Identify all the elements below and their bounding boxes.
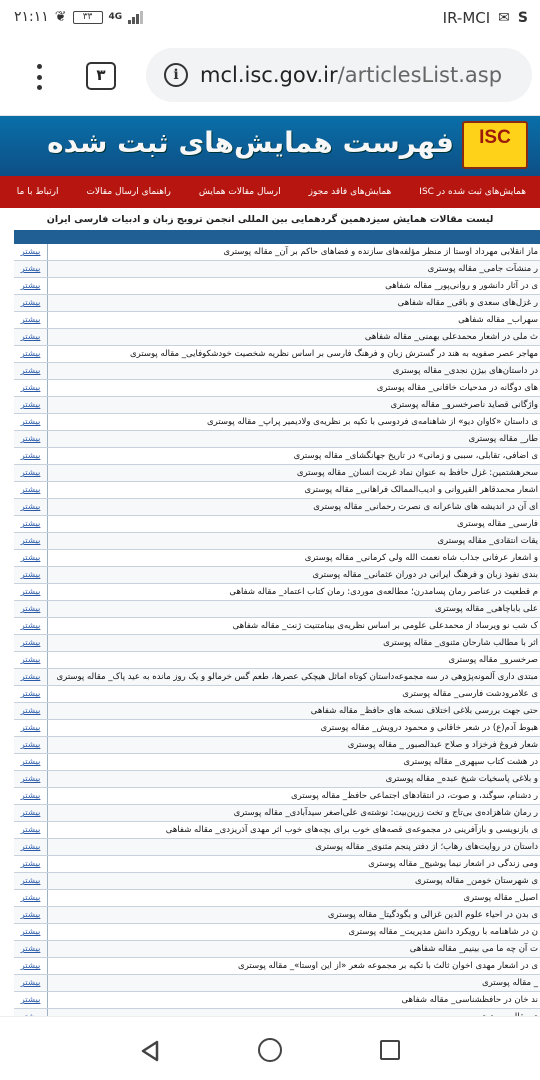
- article-title: علی باباچاهی_ مقاله پوستری: [434, 604, 538, 614]
- address-bar[interactable]: [146, 48, 532, 102]
- table-row: [14, 244, 540, 261]
- article-title: واژگانی قصاید ناصرخسرو_ مقاله پوستری: [390, 400, 538, 410]
- more-link[interactable]: بیشتر: [14, 278, 48, 294]
- nav-item-unlicensed[interactable]: همایش‌های فاقد مجوز: [308, 187, 392, 197]
- network-type: 4G: [108, 12, 123, 22]
- nav-item-contact[interactable]: ارتباط با ما: [16, 187, 59, 197]
- articles-table: [14, 230, 540, 1026]
- more-link[interactable]: بیشتر: [14, 839, 48, 855]
- more-link[interactable]: بیشتر: [14, 737, 48, 753]
- table-row: [14, 924, 540, 941]
- more-link[interactable]: بیشتر: [14, 567, 48, 583]
- logo-text: ISC: [479, 127, 511, 148]
- nav-item-registered[interactable]: همایش‌های ثبت شده در ISC: [419, 187, 526, 197]
- overflow-menu-icon[interactable]: [34, 64, 44, 90]
- article-title: ر دشنام، سوگند، و صوت، در انتقادهای اجتماعی حافظ_ مقاله پوستری: [290, 791, 538, 801]
- table-row: [14, 363, 540, 380]
- table-row: [14, 584, 540, 601]
- table-row: [14, 618, 540, 635]
- article-title: در داستان‌های بیژن نجدی_ مقاله پوستری: [392, 366, 538, 376]
- more-link[interactable]: بیشتر: [14, 805, 48, 821]
- article-title: ی داستان «کاوان دیو» از شاهنامه‌ی فردوسی با تکیه بر نظریه‌ی ولادیمیر پراپ_ مقاله پوستری: [207, 417, 538, 427]
- table-row: [14, 907, 540, 924]
- table-row: [14, 737, 540, 754]
- more-link[interactable]: بیشتر: [14, 499, 48, 515]
- more-link[interactable]: بیشتر: [14, 482, 48, 498]
- more-link[interactable]: بیشتر: [14, 465, 48, 481]
- table-row: [14, 431, 540, 448]
- more-link[interactable]: بیشتر: [14, 397, 48, 413]
- article-title: ی بازنویسی و بازآفرینی در مجموعه‌ی قصه‌های خوب برای بچه‌های خوب اثر مهدی آذریزدی_ مقاله شفاهی: [165, 825, 538, 835]
- table-row: [14, 346, 540, 363]
- nav-item-submit[interactable]: ارسال مقالات همایش: [198, 187, 281, 197]
- more-link[interactable]: بیشتر: [14, 771, 48, 787]
- article-title: ومی زندگی در اشعار نیما یوشیج_ مقاله پوستری: [368, 859, 538, 869]
- article-title: ی شهرستان خومن_ مقاله پوستری: [414, 876, 538, 886]
- nav-item-guide[interactable]: راهنمای ارسال مقالات: [86, 187, 171, 197]
- table-row: [14, 567, 540, 584]
- more-link[interactable]: بیشتر: [14, 295, 48, 311]
- article-title: ماز انقلابی مهرداد اوستا از منظر مؤلفه‌های سازنده و فضاهای حاکم بر آن_ مقاله پوستری: [223, 247, 538, 257]
- more-link[interactable]: بیشتر: [14, 533, 48, 549]
- table-row: [14, 788, 540, 805]
- article-title: ن در شاهنامه با رویکرد دانش مدیریت_ مقاله پوستری: [348, 927, 538, 937]
- table-row: [14, 856, 540, 873]
- table-row: [14, 278, 540, 295]
- more-link[interactable]: بیشتر: [14, 907, 48, 923]
- carrier: IR-MCI: [442, 9, 491, 27]
- status-bar: [0, 0, 540, 36]
- table-row: [14, 873, 540, 890]
- table-row: [14, 312, 540, 329]
- more-link[interactable]: بیشتر: [14, 924, 48, 940]
- article-title: سهراب_ مقاله شفاهی: [458, 315, 538, 325]
- more-link[interactable]: بیشتر: [14, 584, 48, 600]
- table-row: [14, 958, 540, 975]
- table-row: [14, 499, 540, 516]
- table-row: [14, 992, 540, 1009]
- site-nav: [0, 176, 540, 208]
- article-title: صرخسرو_ مقاله پوستری: [448, 655, 538, 665]
- more-link[interactable]: بیشتر: [14, 312, 48, 328]
- article-title: ر غزل‌های سعدی و باقی_ مقاله شفاهی: [397, 298, 538, 308]
- more-link[interactable]: بیشتر: [14, 703, 48, 719]
- more-link[interactable]: بیشتر: [14, 975, 48, 991]
- clock: ۲۱:۱۱: [14, 9, 49, 25]
- table-row: [14, 414, 540, 431]
- table-row: [14, 703, 540, 720]
- more-link[interactable]: بیشتر: [14, 686, 48, 702]
- article-title: های دوگانه در مدحیات خاقانی_ مقاله پوستری: [376, 383, 538, 393]
- table-row: [14, 601, 540, 618]
- more-link[interactable]: بیشتر: [14, 669, 48, 685]
- table-row: [14, 822, 540, 839]
- article-title: ت آن چه ما می بینیم_ مقاله شفاهی: [409, 944, 538, 954]
- leaf-icon: ❦: [54, 9, 67, 25]
- site-banner: [0, 116, 540, 176]
- tab-switcher-button[interactable]: ۳: [86, 62, 116, 90]
- article-title: سحرهشتمین: غزل حافظ به عنوان نماد غربت انسان_ مقاله پوستری: [296, 468, 538, 478]
- more-link[interactable]: بیشتر: [14, 992, 48, 1008]
- article-title: ی در آثار دانشور و روانی‌پور_ مقاله شفاهی: [385, 281, 538, 291]
- article-title: اصیل_ مقاله پوستری: [463, 893, 538, 903]
- table-row: [14, 550, 540, 567]
- more-link[interactable]: بیشتر: [14, 448, 48, 464]
- signal-icon: [128, 11, 143, 24]
- more-link[interactable]: بیشتر: [14, 652, 48, 668]
- home-icon[interactable]: [258, 1038, 282, 1062]
- table-row: [14, 635, 540, 652]
- article-title: ر منشآت جامی_ مقاله پوستری: [427, 264, 538, 274]
- isc-logo[interactable]: [462, 121, 528, 169]
- more-link[interactable]: بیشتر: [14, 958, 48, 974]
- article-title: ند خان در حافظشناسی_ مقاله شفاهی: [401, 995, 538, 1005]
- more-link[interactable]: بیشتر: [14, 363, 48, 379]
- table-row: [14, 533, 540, 550]
- more-link[interactable]: بیشتر: [14, 516, 48, 532]
- info-icon[interactable]: i: [164, 63, 188, 87]
- article-title: حتی جهت بررسی بلاغی اختلاف نسخه های حافظ_ مقاله شفاهی: [310, 706, 538, 716]
- more-link[interactable]: بیشتر: [14, 635, 48, 651]
- more-link[interactable]: بیشتر: [14, 346, 48, 362]
- recents-icon[interactable]: [380, 1040, 400, 1060]
- table-body: [14, 244, 540, 1026]
- battery-icon: ۳۳: [73, 11, 103, 24]
- table-row: [14, 771, 540, 788]
- more-link[interactable]: بیشتر: [14, 720, 48, 736]
- more-link[interactable]: بیشتر: [14, 873, 48, 889]
- article-title: ک شب نو ویرساد از محمدعلی علومی بر اساس نظریه‌ی بینامتنیت ژنت_ مقاله شفاهی: [232, 621, 538, 631]
- more-link[interactable]: بیشتر: [14, 414, 48, 430]
- more-link[interactable]: بیشتر: [14, 261, 48, 277]
- banner-title: فهرست همایش‌های ثبت شده: [47, 126, 454, 159]
- url-host: mcl.isc.gov.ir: [200, 63, 338, 87]
- table-row: [14, 482, 540, 499]
- table-row: [14, 805, 540, 822]
- status-left: [14, 9, 143, 25]
- more-link[interactable]: بیشتر: [14, 890, 48, 906]
- article-title: ی در اشعار مهدی اخوان ثالث با تکیه بر مجموعه شعر «از این اوستا»_ مقاله پوستری: [238, 961, 538, 971]
- more-link[interactable]: بیشتر: [14, 788, 48, 804]
- table-row: [14, 261, 540, 278]
- article-title: ای آن در اندیشه های شاعرانه ی نصرت رحمانی_ مقاله پوستری: [313, 502, 538, 512]
- article-title: مبتدی داری آلمونه‌پژوهی در سه مجموعه‌داستان کوتاه اماثل هیچکی عصرها، طعم گس خرمالو و یک روز مانده به عید پاک_ مقاله پوستری: [56, 672, 538, 682]
- url-path: /articlesList.asp: [337, 63, 503, 87]
- more-link[interactable]: بیشتر: [14, 329, 48, 345]
- article-title: _ مقاله پوستری: [481, 978, 538, 988]
- table-row: [14, 941, 540, 958]
- page-heading: لیست مقالات همایش سیزدهمین گردهمایی بین المللی انجمن ترویج زبان و ادبیات فارسی ایران: [46, 214, 494, 225]
- table-row: [14, 380, 540, 397]
- back-icon[interactable]: [138, 1039, 162, 1063]
- article-title: بندی نفوذ زبان و فرهنگ ایرانی در دوران عثمانی_ مقاله پوستری: [312, 570, 538, 580]
- table-row: [14, 329, 540, 346]
- article-title: ر رمان شاهزاده‌ی بی‌تاج و تخت زرین‌بیت: نوشته‌ی علی‌اصغر سیدآبادی_ مقاله پوستری: [233, 808, 538, 818]
- article-title: فارسی_ مقاله پوستری: [457, 519, 538, 529]
- article-title: داستان در روایت‌های رهاب؛ از دفتر پنجم مثنوی_ مقاله پوستری: [315, 842, 538, 852]
- web-page: [0, 116, 540, 1016]
- article-title: ث ملی در اشعار محمدعلی بهمنی_ مقاله شفاهی: [364, 332, 538, 342]
- more-link[interactable]: بیشتر: [14, 856, 48, 872]
- system-nav-bar: [0, 1016, 540, 1080]
- article-title: و اشعار عرفانی جذاب شاه نعمت الله ولی کرمانی_ مقاله پوستری: [304, 553, 538, 563]
- table-row: [14, 975, 540, 992]
- table-row: [14, 516, 540, 533]
- article-title: ی علامرودشت فارسی_ مقاله پوستری: [402, 689, 538, 699]
- table-row: [14, 465, 540, 482]
- table-row: [14, 754, 540, 771]
- article-title: اشعار محمدقاهر القیروانی و ادیب‌الممالک فراهانی_ مقاله پوستری: [304, 485, 538, 495]
- more-link[interactable]: بیشتر: [14, 822, 48, 838]
- article-title: یقات انتقادی_ مقاله پوستری: [437, 536, 538, 546]
- table-row: [14, 839, 540, 856]
- article-title: در هشت کتاب سپهری_ مقاله پوستری: [403, 757, 538, 767]
- article-title: ی اضافی، تقابلی، سببی و زمانی» در تاریخ جهانگشای_ مقاله پوستری: [293, 451, 538, 461]
- mail-icon: ✉: [498, 10, 510, 26]
- more-link[interactable]: بیشتر: [14, 754, 48, 770]
- article-title: هبوط آدم(ع) در شعر خاقانی و محمود درویش_ مقاله پوستری: [320, 723, 538, 733]
- table-row: [14, 652, 540, 669]
- url-text[interactable]: [200, 63, 502, 87]
- status-right: [443, 9, 528, 27]
- table-row: [14, 397, 540, 414]
- article-title: طار_ مقاله پوستری: [468, 434, 538, 444]
- article-title: شعار فروغ فرخزاد و صلاح عبدالصبور _ مقاله پوستری: [347, 740, 538, 750]
- article-title: مهاجر عصر صفویه به هند در گسترش زبان و فرهنگ فارسی بر اساس نظریه شخصیت خودشکوفایی_ مقاله پوستری: [130, 349, 538, 359]
- table-row: [14, 890, 540, 907]
- more-link[interactable]: بیشتر: [14, 244, 48, 260]
- more-link[interactable]: بیشتر: [14, 601, 48, 617]
- browser-toolbar: [0, 36, 540, 116]
- article-title: و بلاغی پاسخیات شیخ عبده_ مقاله پوستری: [385, 774, 538, 784]
- more-link[interactable]: بیشتر: [14, 431, 48, 447]
- more-link[interactable]: بیشتر: [14, 550, 48, 566]
- more-link[interactable]: بیشتر: [14, 618, 48, 634]
- table-row: [14, 669, 540, 686]
- table-row: [14, 295, 540, 312]
- table-header: [14, 230, 540, 244]
- s-app-icon: S: [517, 10, 528, 26]
- table-row: [14, 720, 540, 737]
- more-link[interactable]: بیشتر: [14, 380, 48, 396]
- more-link[interactable]: بیشتر: [14, 941, 48, 957]
- article-title: اثر با مطالب شارحان مثنوی_ مقاله پوستری: [383, 638, 538, 648]
- table-row: [14, 686, 540, 703]
- table-row: [14, 448, 540, 465]
- article-title: ی بدن در احیاء علوم الدین غزالی و بگودگیتا_ مقاله پوستری: [327, 910, 538, 920]
- article-title: م قطعیت در عناصر رمان پسامدرن؛ مطالعه‌ی موردی: رمان کتاب اعتماد_ مقاله شفاهی: [229, 587, 538, 597]
